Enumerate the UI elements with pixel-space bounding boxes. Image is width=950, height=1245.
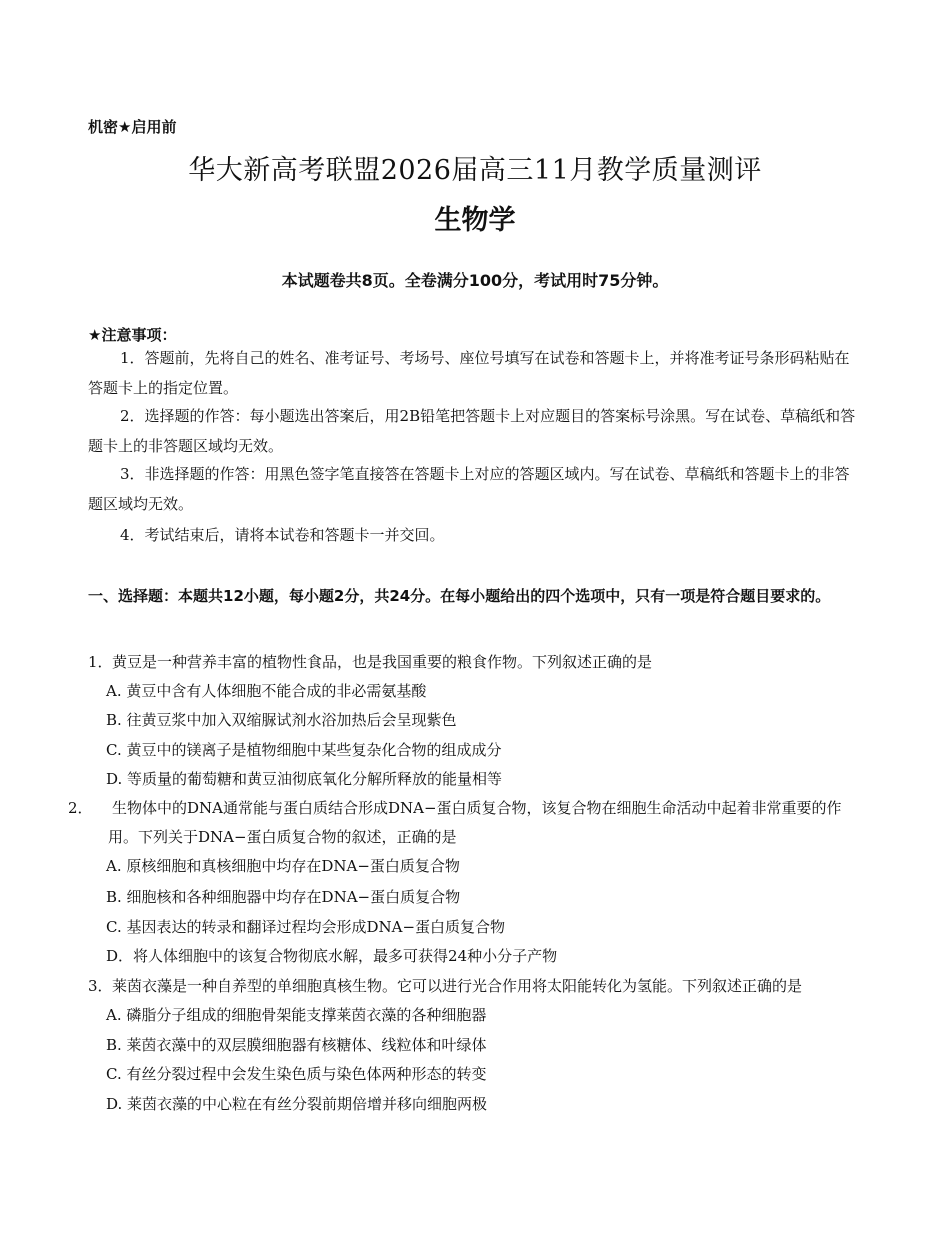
- question-2-option-d: D．将人体细胞中的该复合物彻底水解，最多可获得24种小分子产物: [106, 947, 558, 965]
- question-2-stem: [68, 794, 868, 852]
- notice-item-2: 2．选择题的作答：每小题选出答案后，用2B铅笔把答题卡上对应题目的答案标号涂黑。写在试卷、草稿纸和答题卡上的非答题区域均无效。: [88, 407, 856, 455]
- question-number: 1．: [88, 653, 113, 671]
- question-1-option-b: B. 往黄豆浆中加入双缩脲试剂水浴加热后会呈现紫色: [106, 711, 457, 729]
- question-2-option-c: C. 基因表达的转录和翻译过程均会形成DNA−蛋白质复合物: [106, 918, 506, 936]
- question-3-option-d: D. 莱茵衣藻的中心粒在有丝分裂前期倍增并移向细胞两极: [106, 1095, 488, 1113]
- subject-title: 生物学: [434, 205, 516, 236]
- question-3-option-a: A. 磷脂分子组成的细胞骨架能支撑莱茵衣藻的各种细胞器: [106, 1006, 487, 1024]
- question-number: 2．: [68, 799, 93, 817]
- question-2-option-b: B. 细胞核和各种细胞器中均存在DNA−蛋白质复合物: [106, 888, 461, 906]
- question-3-stem: [88, 972, 868, 1001]
- notice-item-3: 3．非选择题的作答：用黑色签字笔直接答在答题卡上对应的答题区域内。写在试卷、草稿纸和答题卡上的非答题区域均无效。: [88, 465, 850, 513]
- question-1-option-c: C. 黄豆中的镁离子是植物细胞中某些复杂化合物的组成成分: [106, 741, 502, 759]
- question-1-option-d: D. 等质量的葡萄糖和黄豆油彻底氧化分解所释放的能量相等: [106, 770, 503, 788]
- section-heading: 一、选择题：本题共12小题，每小题2分，共24分。在每小题给出的四个选项中，只有一项是符合题目要求的。: [88, 587, 831, 605]
- question-3-option-b: B. 莱茵衣藻中的双层膜细胞器有核糖体、线粒体和叶绿体: [106, 1036, 487, 1054]
- question-2-option-a: A. 原核细胞和真核细胞中均存在DNA−蛋白质复合物: [106, 857, 460, 875]
- question-text: 生物体中的DNA通常能与蛋白质结合形成DNA−蛋白质复合物，该复合物在细胞生命活动中起着非常重要的作用。下列关于DNA−蛋白质复合物的叙述，正确的是: [108, 799, 842, 846]
- question-3-option-c: C. 有丝分裂过程中会发生染色质与染色体两种形态的转变: [106, 1065, 487, 1083]
- notice-item-4: 4．考试结束后，请将本试卷和答题卡一并交回。: [120, 526, 445, 544]
- paper-info: 本试题卷共8页。全卷满分100分，考试用时75分钟。: [281, 271, 669, 290]
- notice-item-1: 1．答题前，先将自己的姓名、准考证号、考场号、座位号填写在试卷和答题卡上，并将准考证号条形码粘贴在答题卡上的指定位置。: [88, 349, 850, 397]
- exam-title: 华大新高考联盟2026届高三11月教学质量测评: [188, 155, 762, 186]
- question-1-stem: [88, 648, 868, 677]
- question-text: 黄豆是一种营养丰富的植物性食品，也是我国重要的粮食作物。下列叙述正确的是: [112, 653, 653, 671]
- question-text: 莱茵衣藻是一种自养型的单细胞真核生物。它可以进行光合作用将太阳能转化为氢能。下列叙述正确的是: [112, 977, 803, 995]
- question-1-option-a: A. 黄豆中含有人体细胞不能合成的非必需氨基酸: [106, 682, 427, 700]
- question-number: 3．: [88, 977, 113, 995]
- notice-title: ★注意事项：: [88, 326, 177, 344]
- secret-mark: 机密★启用前: [88, 118, 177, 136]
